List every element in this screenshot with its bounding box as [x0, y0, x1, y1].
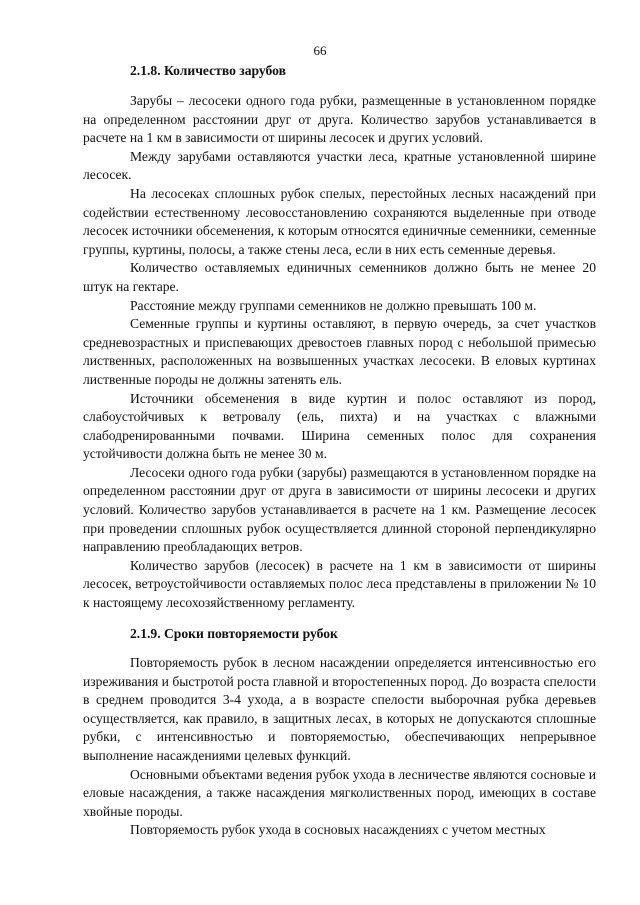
section-body-2-1-9: [83, 654, 596, 840]
paragraph: Между зарубами оставляются участки леса, кратные установленной ширине лесосек.: [83, 148, 596, 183]
paragraph: Количество зарубов (лесосек) в расчете на 1 км в зависимости от ширины лесосек, ветроустойчивости оставляемых полос леса представлены в приложении № 10 к настоящему лесохозяйственному регламенту.: [83, 557, 596, 611]
section-body-2-1-8: [83, 92, 596, 613]
paragraph: Основными объектами ведения рубок ухода в лесничестве являются сосновые и еловые насаждения, а также насаждения мягколиственных пород, имеющих в составе хвойные породы.: [83, 766, 596, 819]
paragraph: Количество оставляемых единичных семенников должно быть не менее 20 штук на гектаре.: [83, 260, 596, 294]
paragraph: Лесосеки одного года рубки (зарубы) размещаются в установленном порядке на определенном расстоянии друг от друга в зависимости от ширины лесосеки и других условий. Количество зарубов устанавливается в расчете на 1 км. Размещение лесосек при проведении сплошных рубок осуществляется длинной стороной перпендикулярно направлению преобладающих ветров.: [83, 464, 596, 555]
paragraph: Семенные группы и куртины оставляют, в первую очередь, за счет участков средневозрастных и приспевающих древостоев главных пород с небольшой примесью лиственных, расположенных на возвышенных участках лесосеки. В еловых куртинах лиственные породы не должны затенять ель.: [83, 316, 596, 387]
page-number: 66: [313, 43, 327, 58]
section-heading-2-1-9: 2.1.9. Сроки повторяемости рубок: [130, 626, 338, 641]
paragraph: Источники обсеменения в виде куртин и полос оставляют из пород, слабоустойчивых к ветровалу (ель, пихта) и на участках с влажными слабодренированными почвами. Ширина семенных полос для сохранения устойчивости должна быть не менее 30 м.: [83, 390, 596, 462]
paragraph: Повторяемость рубок ухода в сосновых насаждениях с учетом местных: [130, 822, 546, 838]
section-heading-2-1-8: 2.1.8. Количество зарубов: [130, 63, 286, 78]
paragraph: Повторяемость рубок в лесном насаждении определяется интенсивностью его изреживания и быстротой роста главной и второстепенных пород. До возраста спелости в среднем проводится 3-4 ухода, а в возрасте спелости выборочная рубка деревьев осуществляется, как правило, в защитных лесах, в которых не допускаются сплошные рубки, с интенсивностью и повторяемостью, обеспечивающих непрерывное выполнение насаждениями целевых функций.: [83, 655, 596, 763]
paragraph: Зарубы – лесосеки одного года рубки, размещенные в установленном порядке на определенном расстоянии друг от друга. Количество зарубов устанавливается в расчете на 1 км в зависимости от ширины лесосек и других условий.: [83, 93, 596, 146]
paragraph: Расстояние между группами семенников не должно превышать 100 м.: [130, 297, 537, 313]
paragraph: На лесосеках сплошных рубок спелых, перестойных лесных насаждений при содействии естественному лесовосстановлению сохраняются выделенные при отводе лесосек источники обсеменения, к которым относятся единичные семенники, семенные группы, куртины, полосы, а также стены леса, если в них есть семенные деревья.: [83, 185, 596, 257]
